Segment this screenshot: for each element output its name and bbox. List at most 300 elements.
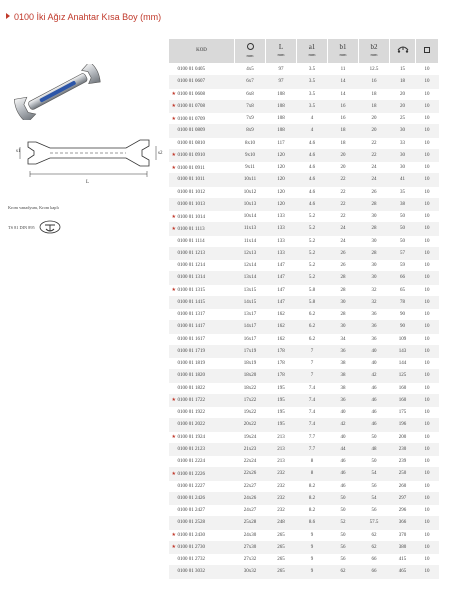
table-row [169, 456, 439, 468]
tse-certification-logo-icon [39, 220, 61, 234]
code-text: 0100 01 1924 [177, 435, 205, 441]
cell-box: 10 [416, 149, 439, 161]
cell-size: 9x10 [235, 149, 266, 161]
cell-b1: 20 [328, 162, 359, 174]
cell-box: 10 [416, 100, 439, 112]
cell-L: 213 [266, 431, 297, 443]
table-row [169, 517, 439, 529]
cell-w: 296 [390, 505, 416, 517]
cell-b1: 46 [328, 456, 359, 468]
cell-code [169, 198, 235, 210]
cell-box: 10 [416, 125, 439, 137]
cell-L: 133 [266, 235, 297, 247]
cell-a1: 3.5 [297, 88, 328, 100]
code-text: 0100 01 0810 [177, 140, 205, 146]
cell-size: 9x11 [235, 162, 266, 174]
cell-box: 10 [416, 541, 439, 553]
code-text: 0100 01 2226 [177, 471, 205, 477]
cell-b2: 22 [359, 149, 390, 161]
standard-block [8, 220, 61, 234]
cell-box: 10 [416, 284, 439, 296]
cell-a1: 5.2 [297, 235, 328, 247]
cell-w: 160 [390, 394, 416, 406]
cell-b2: 50 [359, 431, 390, 443]
cell-w: 196 [390, 419, 416, 431]
code-text: 0100 01 2123 [177, 446, 205, 452]
cell-b1: 18 [328, 125, 359, 137]
cell-b2: 54 [359, 468, 390, 480]
table-row [169, 370, 439, 382]
cell-code [169, 149, 235, 161]
code-text: 0100 01 1922 [177, 410, 205, 416]
cell-w: 18 [390, 76, 416, 88]
cell-w: 90 [390, 321, 416, 333]
cell-b2: 22 [359, 137, 390, 149]
cell-code [169, 566, 235, 578]
cell-w: 20 [390, 100, 416, 112]
table-row [169, 492, 439, 504]
cell-b2: 30 [359, 272, 390, 284]
cell-a1: 7.4 [297, 407, 328, 419]
cell-L: 232 [266, 468, 297, 480]
page-title-text: 0100 İki Ağız Anahtar Kısa Boy (mm) [14, 12, 162, 22]
code-text: 0100 01 1417 [177, 324, 205, 330]
cell-L: 120 [266, 198, 297, 210]
cell-a1: 6.2 [297, 309, 328, 321]
star-icon: ★ [171, 545, 176, 551]
cell-box: 10 [416, 76, 439, 88]
code-text: 0100 01 2427 [177, 508, 205, 514]
table-row [169, 309, 439, 321]
cell-code [169, 260, 235, 272]
code-text: 0100 01 1415 [177, 299, 205, 305]
cell-a1: 4.6 [297, 149, 328, 161]
cell-box: 10 [416, 260, 439, 272]
table-row [169, 468, 439, 480]
cell-box: 10 [416, 247, 439, 259]
cell-a1: 8.2 [297, 505, 328, 517]
star-icon: ★ [171, 435, 176, 441]
cell-L: 133 [266, 223, 297, 235]
cell-size: 12x13 [235, 247, 266, 259]
cell-L: 108 [266, 100, 297, 112]
cell-L: 108 [266, 125, 297, 137]
cell-box: 10 [416, 443, 439, 455]
cell-a1: 6.2 [297, 333, 328, 345]
table-row [169, 333, 439, 345]
cell-L: 120 [266, 149, 297, 161]
cell-size: 7x8 [235, 100, 266, 112]
code-text: 0100 01 2224 [177, 459, 205, 465]
cell-box: 10 [416, 186, 439, 198]
table-row [169, 174, 439, 186]
cell-box: 10 [416, 333, 439, 345]
cell-b2: 62 [359, 541, 390, 553]
star-icon: ★ [171, 165, 176, 171]
cell-L: 120 [266, 186, 297, 198]
table-row [169, 260, 439, 272]
cell-b2: 18 [359, 88, 390, 100]
cell-b2: 66 [359, 566, 390, 578]
cell-size: 20x22 [235, 419, 266, 431]
cell-size: 13x14 [235, 272, 266, 284]
bullet-arrow-icon [6, 13, 10, 19]
cell-box: 10 [416, 198, 439, 210]
star-icon: ★ [171, 226, 176, 232]
weight-scale-icon [397, 45, 409, 54]
cell-b1: 30 [328, 296, 359, 308]
cell-b2: 32 [359, 296, 390, 308]
cell-b1: 62 [328, 566, 359, 578]
cell-code [169, 554, 235, 566]
cell-size: 17x19 [235, 345, 266, 357]
s1-label: s1 [16, 149, 21, 154]
cell-b1: 26 [328, 247, 359, 259]
cell-box: 10 [416, 358, 439, 370]
cell-a1: 9 [297, 529, 328, 541]
cell-box: 10 [416, 492, 439, 504]
cell-code [169, 247, 235, 259]
table-row [169, 235, 439, 247]
wrench-product-image [8, 64, 108, 120]
table-row [169, 358, 439, 370]
cell-size: 7x9 [235, 113, 266, 125]
header-b1: b1 mm [328, 39, 359, 64]
cell-L: 265 [266, 566, 297, 578]
code-text: 0100 01 1213 [177, 250, 205, 256]
cell-w: 465 [390, 566, 416, 578]
table-row [169, 554, 439, 566]
cell-size: 27x32 [235, 554, 266, 566]
cell-a1: 5.8 [297, 296, 328, 308]
cell-box: 10 [416, 223, 439, 235]
cell-b1: 56 [328, 554, 359, 566]
cell-L: 108 [266, 113, 297, 125]
cell-a1: 7.4 [297, 382, 328, 394]
cell-L: 195 [266, 394, 297, 406]
cell-b2: 24 [359, 174, 390, 186]
cell-b1: 16 [328, 113, 359, 125]
cell-a1: 3.5 [297, 100, 328, 112]
cell-code [169, 370, 235, 382]
cell-L: 162 [266, 309, 297, 321]
code-text: 0100 01 2730 [177, 545, 205, 551]
cell-code [169, 358, 235, 370]
code-text: 0100 01 2732 [177, 557, 205, 563]
cell-b2: 20 [359, 125, 390, 137]
cell-L: 162 [266, 333, 297, 345]
cell-code [169, 529, 235, 541]
cell-size: 14x17 [235, 321, 266, 333]
table-row [169, 125, 439, 137]
cell-b2: 40 [359, 345, 390, 357]
table-row [169, 382, 439, 394]
table-row [169, 198, 439, 210]
code-text: 0100 01 1013 [177, 201, 205, 207]
cell-b2: 30 [359, 211, 390, 223]
cell-box: 10 [416, 407, 439, 419]
code-text: 0100 01 3032 [177, 569, 205, 575]
cell-box: 10 [416, 174, 439, 186]
cell-w: 41 [390, 174, 416, 186]
cell-w: 175 [390, 407, 416, 419]
star-icon: ★ [171, 533, 176, 539]
standard-text: TS 81 DIN 895 [8, 224, 35, 230]
table-row [169, 566, 439, 578]
header-weight [390, 39, 416, 64]
cell-a1: 9 [297, 541, 328, 553]
table-row [169, 76, 439, 88]
cell-b2: 54 [359, 492, 390, 504]
cell-code [169, 186, 235, 198]
star-icon: ★ [171, 471, 176, 477]
cell-size: 22x26 [235, 468, 266, 480]
cell-b2: 12.5 [359, 64, 390, 76]
header-length: L mm [266, 39, 297, 64]
cell-a1: 8.2 [297, 492, 328, 504]
cell-L: 120 [266, 162, 297, 174]
cell-L: 195 [266, 407, 297, 419]
cell-b2: 46 [359, 407, 390, 419]
cell-size: 24x30 [235, 529, 266, 541]
table-row [169, 211, 439, 223]
cell-b1: 18 [328, 137, 359, 149]
cell-a1: 5.2 [297, 247, 328, 259]
cell-L: 162 [266, 321, 297, 333]
cell-box: 10 [416, 162, 439, 174]
cell-b1: 30 [328, 321, 359, 333]
cell-b1: 22 [328, 198, 359, 210]
cell-b1: 56 [328, 541, 359, 553]
cell-box: 10 [416, 382, 439, 394]
cell-a1: 8 [297, 468, 328, 480]
cell-L: 178 [266, 345, 297, 357]
cell-b2: 32 [359, 284, 390, 296]
cell-code [169, 284, 235, 296]
cell-b2: 28 [359, 247, 390, 259]
code-text: 0100 01 1012 [177, 189, 205, 195]
cell-b2: 46 [359, 382, 390, 394]
cell-L: 232 [266, 505, 297, 517]
cell-L: 213 [266, 456, 297, 468]
cell-size: 11x14 [235, 235, 266, 247]
cell-code [169, 88, 235, 100]
cell-L: 133 [266, 211, 297, 223]
cell-size: 19x22 [235, 407, 266, 419]
cell-box: 10 [416, 431, 439, 443]
cell-b2: 36 [359, 321, 390, 333]
cell-b1: 14 [328, 88, 359, 100]
box-package-icon [424, 47, 430, 53]
cell-b2: 36 [359, 309, 390, 321]
cell-b1: 50 [328, 505, 359, 517]
cell-b1: 22 [328, 174, 359, 186]
cell-code [169, 211, 235, 223]
cell-L: 147 [266, 272, 297, 284]
table-row [169, 100, 439, 112]
cell-b1: 46 [328, 468, 359, 480]
s2-label: s2 [158, 151, 163, 156]
cell-b2: 36 [359, 333, 390, 345]
cell-code [169, 64, 235, 76]
table-row [169, 272, 439, 284]
star-icon: ★ [171, 104, 176, 110]
cell-size: 17x22 [235, 394, 266, 406]
code-text: 0100 01 1719 [177, 348, 205, 354]
cell-b1: 28 [328, 272, 359, 284]
cell-w: 78 [390, 296, 416, 308]
cell-L: 108 [266, 88, 297, 100]
cell-w: 33 [390, 137, 416, 149]
table-row [169, 431, 439, 443]
cell-b2: 48 [359, 443, 390, 455]
wrench-technical-drawing [16, 128, 166, 188]
cell-L: 232 [266, 480, 297, 492]
cell-b1: 52 [328, 517, 359, 529]
table-row [169, 407, 439, 419]
cell-box: 10 [416, 64, 439, 76]
cell-box: 10 [416, 345, 439, 357]
cell-a1: 7.4 [297, 394, 328, 406]
cell-a1: 7 [297, 358, 328, 370]
cell-box: 10 [416, 456, 439, 468]
cell-box: 10 [416, 137, 439, 149]
cell-w: 57 [390, 247, 416, 259]
cell-box: 10 [416, 113, 439, 125]
star-icon: ★ [171, 92, 176, 98]
cell-code [169, 505, 235, 517]
cell-code [169, 333, 235, 345]
cell-code [169, 407, 235, 419]
cell-box: 10 [416, 272, 439, 284]
cell-size: 13x15 [235, 284, 266, 296]
cell-b1: 16 [328, 100, 359, 112]
cell-a1: 3.5 [297, 64, 328, 76]
cell-box: 10 [416, 554, 439, 566]
cell-w: 50 [390, 235, 416, 247]
table-row [169, 345, 439, 357]
header-b2: b2 mm [359, 39, 390, 64]
code-text: 0100 01 0709 [177, 116, 205, 122]
cell-code [169, 272, 235, 284]
cell-size: 27x30 [235, 541, 266, 553]
code-text: 0100 01 1722 [177, 398, 205, 404]
cell-b1: 34 [328, 333, 359, 345]
cell-code [169, 174, 235, 186]
cell-size: 18x19 [235, 358, 266, 370]
star-icon: ★ [171, 116, 176, 122]
cell-w: 230 [390, 443, 416, 455]
cell-a1: 7.7 [297, 431, 328, 443]
table-header-row [169, 39, 439, 64]
cell-w: 30 [390, 149, 416, 161]
cell-w: 250 [390, 468, 416, 480]
cell-L: 232 [266, 492, 297, 504]
cell-size: 25x28 [235, 517, 266, 529]
cell-code [169, 296, 235, 308]
cell-b1: 38 [328, 382, 359, 394]
cell-b1: 11 [328, 64, 359, 76]
cell-size: 10x13 [235, 198, 266, 210]
cell-a1: 9 [297, 566, 328, 578]
code-text: 0100 01 2227 [177, 483, 205, 489]
table-body [169, 64, 439, 579]
cell-box: 10 [416, 468, 439, 480]
cell-a1: 7 [297, 345, 328, 357]
star-icon: ★ [171, 288, 176, 294]
cell-b2: 20 [359, 113, 390, 125]
cell-b1: 14 [328, 76, 359, 88]
cell-size: 10x12 [235, 186, 266, 198]
cell-w: 144 [390, 358, 416, 370]
cell-b1: 38 [328, 370, 359, 382]
cell-b2: 66 [359, 554, 390, 566]
code-text: 0100 01 0608 [177, 92, 205, 98]
cell-a1: 4.6 [297, 186, 328, 198]
cell-a1: 5.2 [297, 272, 328, 284]
cell-b2: 30 [359, 235, 390, 247]
cell-code [169, 394, 235, 406]
cell-w: 297 [390, 492, 416, 504]
code-text: 0100 01 1014 [177, 214, 205, 220]
cell-L: 147 [266, 296, 297, 308]
header-box [416, 39, 439, 64]
cell-b1: 44 [328, 443, 359, 455]
cell-code [169, 125, 235, 137]
cell-box: 10 [416, 370, 439, 382]
cell-L: 97 [266, 64, 297, 76]
cell-size: 22x27 [235, 480, 266, 492]
cell-w: 109 [390, 333, 416, 345]
cell-w: 30 [390, 125, 416, 137]
cell-a1: 4.6 [297, 162, 328, 174]
cell-a1: 5.2 [297, 260, 328, 272]
cell-box: 10 [416, 296, 439, 308]
table-row [169, 419, 439, 431]
code-text: 0100 01 1314 [177, 275, 205, 281]
cell-box: 10 [416, 309, 439, 321]
cell-code [169, 443, 235, 455]
cell-L: 265 [266, 529, 297, 541]
code-text: 0100 01 1317 [177, 312, 205, 318]
cell-size: 16x17 [235, 333, 266, 345]
cell-b1: 28 [328, 309, 359, 321]
cell-w: 66 [390, 272, 416, 284]
table-row [169, 284, 439, 296]
cell-code [169, 100, 235, 112]
length-label: L [86, 180, 90, 185]
table-row [169, 223, 439, 235]
cell-b1: 50 [328, 492, 359, 504]
cell-size: 24x27 [235, 505, 266, 517]
code-text: 0100 01 2426 [177, 495, 205, 501]
cell-box: 10 [416, 321, 439, 333]
code-text: 0100 01 1113 [177, 226, 205, 232]
cell-size: 8x9 [235, 125, 266, 137]
code-text: 0100 01 1617 [177, 336, 205, 342]
cell-b1: 22 [328, 211, 359, 223]
cell-b1: 24 [328, 223, 359, 235]
cell-box: 10 [416, 517, 439, 529]
cell-size: 4x5 [235, 64, 266, 76]
code-text: 0100 01 0910 [177, 153, 205, 159]
table-row [169, 443, 439, 455]
cell-w: 125 [390, 370, 416, 382]
cell-L: 248 [266, 517, 297, 529]
code-text: 0100 01 1822 [177, 385, 205, 391]
page-title [6, 12, 161, 22]
code-text: 0100 01 1114 [177, 238, 205, 244]
